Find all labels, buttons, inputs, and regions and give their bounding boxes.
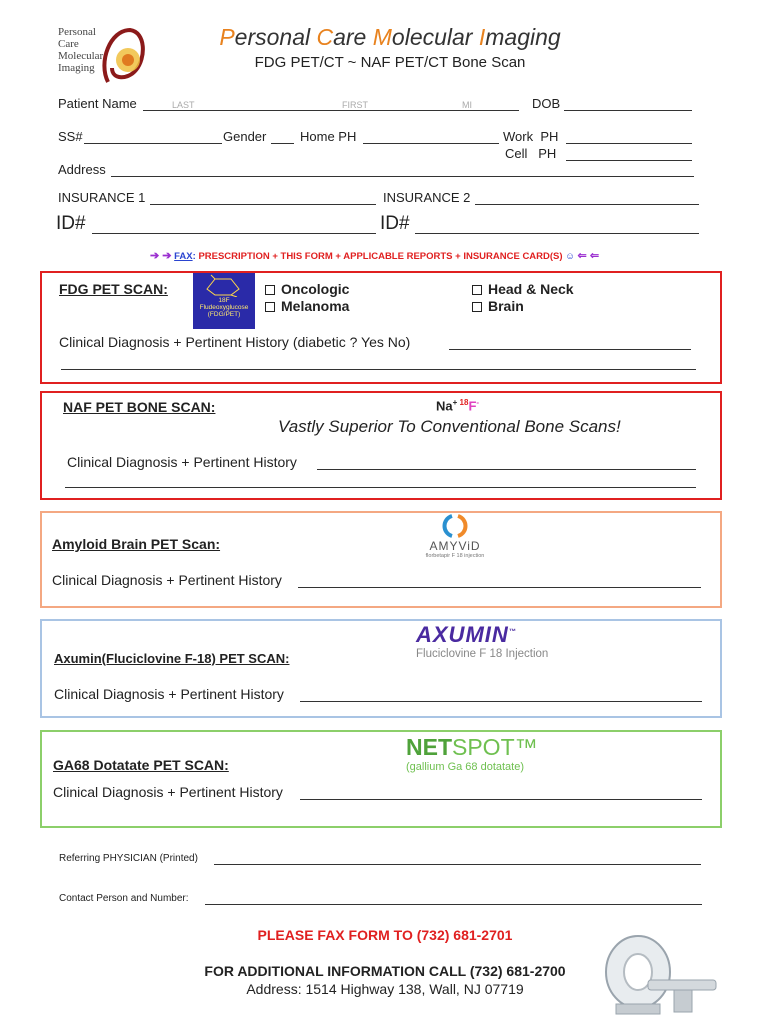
amyloid-history-label: Clinical Diagnosis + Pertinent History — [52, 572, 282, 588]
checkbox-icon[interactable] — [265, 302, 275, 312]
axumin-history-label: Clinical Diagnosis + Pertinent History — [54, 686, 284, 702]
dob-field[interactable] — [564, 110, 692, 111]
home-ph-label: Home PH — [300, 129, 357, 144]
insurance-2-field[interactable] — [475, 204, 699, 205]
insurance-1-label: INSURANCE 1 — [58, 190, 146, 205]
logo-line-4: Imaging — [58, 62, 95, 74]
amyvid-logo: AMYViD florbetapir F 18 injection — [420, 513, 490, 567]
pet-scanner-icon — [598, 926, 720, 1018]
id-2-field[interactable] — [415, 233, 699, 234]
id-1-field[interactable] — [92, 233, 376, 234]
naf-history-field-2[interactable] — [65, 487, 696, 488]
checkbox-icon[interactable] — [472, 285, 482, 295]
amyloid-section — [40, 511, 722, 608]
naf-history-field[interactable] — [317, 469, 696, 470]
work-ph-label: Work PH — [503, 129, 559, 144]
contact-label: Contact Person and Number: — [59, 893, 189, 904]
first-hint: FIRST — [342, 100, 368, 110]
logo-line-1: Personal — [58, 26, 96, 38]
logo-line-3: Molecular — [58, 50, 104, 62]
fdg-molecule-image: 18F Fludeoxyglucose (FDG/PET) — [193, 273, 255, 329]
logo-line-2: Care — [58, 38, 79, 50]
fax-label: FAX — [174, 251, 193, 262]
ga68-history-label: Clinical Diagnosis + Pertinent History — [53, 784, 283, 800]
fdg-history-field-2[interactable] — [61, 369, 696, 370]
page-subtitle: FDG PET/CT ~ NAF PET/CT Bone Scan — [254, 54, 526, 71]
amyloid-history-field[interactable] — [298, 587, 701, 588]
insurance-2-label: INSURANCE 2 — [383, 190, 471, 205]
fdg-history-field[interactable] — [449, 349, 691, 350]
amyloid-title: Amyloid Brain PET Scan: — [52, 536, 221, 552]
fdg-title: FDG PET SCAN: — [59, 281, 168, 297]
referring-physician-field[interactable] — [214, 864, 701, 865]
gender-field[interactable] — [271, 143, 294, 144]
netspot-logo-sub: (gallium Ga 68 dotatate) — [406, 761, 525, 773]
address-label: Address — [58, 162, 106, 177]
amyvid-mark-icon — [440, 513, 470, 539]
option-head-neck[interactable]: Head & Neck — [472, 281, 574, 297]
axumin-title: Axumin(Fluciclovine F-18) PET SCAN: — [54, 651, 290, 666]
arrow-left-icon: ⇐ ⇐ — [577, 250, 600, 262]
address-field[interactable] — [111, 176, 694, 177]
home-ph-field[interactable] — [363, 143, 499, 144]
last-hint: LAST — [172, 100, 195, 110]
gender-label: Gender — [223, 129, 267, 144]
fax-number-notice: PLEASE FAX FORM TO (732) 681-2701 — [257, 927, 513, 943]
ga68-title: GA68 Dotatate PET SCAN: — [53, 757, 229, 773]
axumin-logo-sub: Fluciclovine F 18 Injection — [416, 648, 549, 660]
netspot-logo: NETSPOT™ — [406, 734, 538, 760]
checkbox-icon[interactable] — [472, 302, 482, 312]
fax-text: PRESCRIPTION + THIS FORM + APPLICABLE REPORTS + INSURANCE CARD(S) — [198, 251, 563, 262]
insurance-1-field[interactable] — [150, 204, 376, 205]
address-line: Address: 1514 Highway 138, Wall, NJ 07719 — [246, 981, 524, 997]
patient-name-field[interactable] — [143, 110, 519, 111]
checkbox-icon[interactable] — [265, 285, 275, 295]
axumin-section — [40, 619, 722, 718]
cell-ph-label: Cell PH — [505, 146, 557, 161]
call-info: FOR ADDITIONAL INFORMATION CALL (732) 681-2700 — [204, 963, 566, 979]
ga68-history-field[interactable] — [300, 799, 702, 800]
option-oncologic[interactable]: Oncologic — [265, 281, 349, 297]
naf-tagline: Vastly Superior To Conventional Bone Scans! — [278, 417, 621, 436]
smile-icon: ☺ — [565, 251, 575, 262]
naf-history-label: Clinical Diagnosis + Pertinent History — [67, 454, 297, 470]
referring-physician-label: Referring PHYSICIAN (Printed) — [59, 853, 198, 864]
mi-hint: MI — [462, 100, 472, 110]
arrow-right-icon: ➔ ➔ — [150, 250, 172, 262]
fax-instructions: ➔ ➔ FAX: PRESCRIPTION + THIS FORM + APPLICABLE REPORTS + INSURANCE CARD(S) ☺ ⇐ ⇐ — [150, 250, 600, 262]
option-melanoma[interactable]: Melanoma — [265, 298, 349, 314]
cell-ph-field[interactable] — [566, 160, 692, 161]
id-1-label: ID# — [56, 213, 86, 234]
option-brain[interactable]: Brain — [472, 298, 524, 314]
naf-formula: $Na^{+ 18}F^-$ — [436, 398, 480, 414]
dob-label: DOB — [532, 96, 561, 111]
page-title: Personal Care Molecular Imaging — [219, 24, 561, 50]
molecule-icon — [193, 273, 255, 297]
fdg-history-label: Clinical Diagnosis + Pertinent History (diabetic ? Yes No) — [59, 334, 411, 350]
naf-title: NAF PET BONE SCAN: — [63, 399, 216, 415]
id-2-label: ID# — [380, 213, 410, 234]
logo — [50, 22, 146, 88]
axumin-logo: AXUMIN™ — [416, 622, 517, 647]
work-ph-field[interactable] — [566, 143, 692, 144]
ga68-section — [40, 730, 722, 828]
ss-label: SS# — [58, 129, 83, 144]
contact-field[interactable] — [205, 904, 702, 905]
ss-field[interactable] — [84, 143, 222, 144]
patient-name-label: Patient Name — [58, 96, 137, 111]
axumin-history-field[interactable] — [300, 701, 702, 702]
